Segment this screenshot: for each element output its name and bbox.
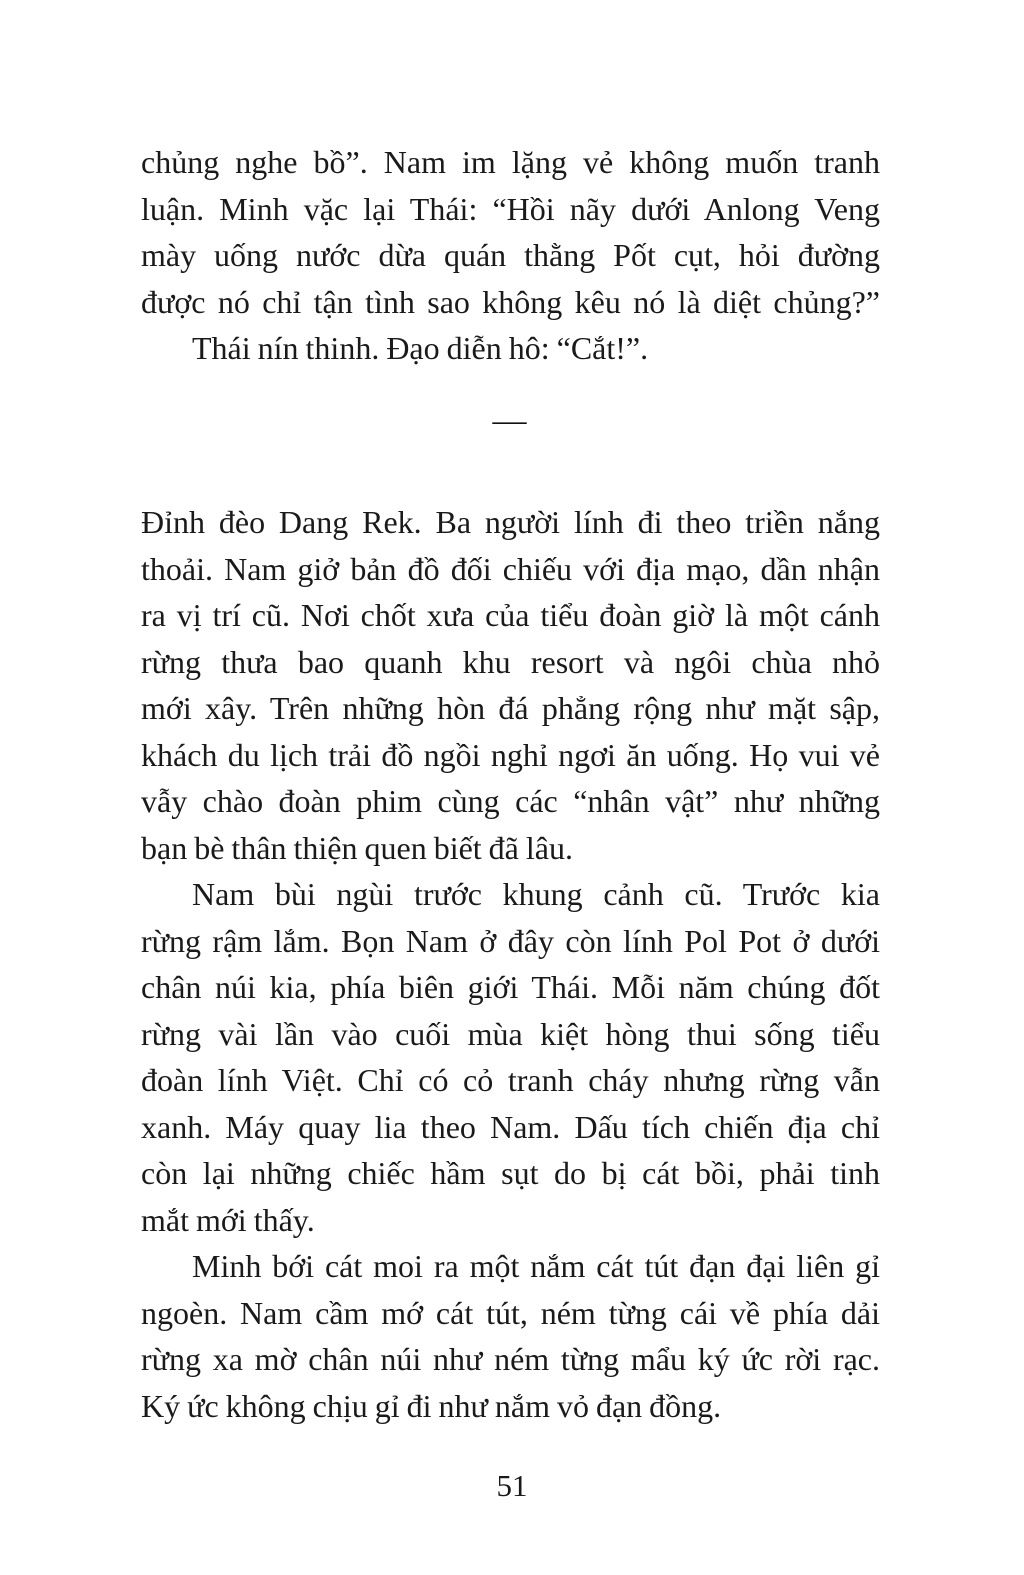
text-line: vẫy chào đoàn phim cùng các “nhân vật” như những [141,783,880,819]
text-line: còn lại những chiếc hầm sụt do bị cát bồi, phải tinh [141,1155,880,1191]
page-number: 51 [496,1468,528,1503]
text-line: rừng vài lần vào cuối mùa kiệt hòng thui sống tiểu [141,1015,880,1052]
text-line: thoải. Nam giở bản đồ đối chiếu với địa mạo, dần nhận [141,550,880,587]
text-line: Minh bới cát moi ra một nắm cát tút đạn đại liên gỉ [192,1248,880,1284]
text-line: mới xây. Trên những hòn đá phẳng rộng như mặt sập, [141,690,880,726]
text-line: Ký ức không chịu gỉ đi như nắm vỏ đạn đồng. [141,1387,722,1424]
text-line: xanh. Máy quay lia theo Nam. Dấu tích chiến địa chỉ [141,1108,880,1145]
text-line: chủng nghe bồ”. Nam im lặng vẻ không muốn tranh [141,144,880,180]
text-line: được nó chỉ tận tình sao không kêu nó là diệt chủng?” [141,283,880,320]
text-line: bạn bè thân thiện quen biết đã lâu. [141,829,573,866]
text-line: Nam bùi ngùi trước khung cảnh cũ. Trước kia [192,876,880,912]
text-line: luận. Minh vặc lại Thái: “Hồi nãy dưới Anlong Veng [141,190,880,227]
paragraph-continuation [141,139,880,325]
text-line: rừng xa mờ chân núi như ném từng mẩu ký ức rời rạc. [141,1341,880,1377]
text-line: khách du lịch trải đồ ngồi nghỉ ngơi ăn uống. Họ vui vẻ [141,736,880,773]
paragraph-body [141,1243,880,1429]
section-divider: — [492,401,529,439]
paragraph-dialogue [141,325,880,372]
text-line: ngoèn. Nam cầm mớ cát tút, ném từng cái về phía dải [141,1294,880,1331]
text-line: chân núi kia, phía biên giới Thái. Mỗi năm chúng đốt [141,969,880,1005]
text-line: ra vị trí cũ. Nơi chốt xưa của tiểu đoàn giờ là một cánh [141,597,880,633]
text-line: Đỉnh đèo Dang Rek. Ba người lính đi theo triền nắng [141,504,880,540]
text-line: Thái nín thinh. Đạo diễn hô: “Cắt!”. [192,330,649,366]
text-line: mắt mới thấy. [141,1201,315,1238]
text-line: đoàn lính Việt. Chỉ có cỏ tranh cháy nhưng rừng vẫn [141,1062,880,1098]
text-line: mày uống nước dừa quán thằng Pốt cụt, hỏi đường [141,237,880,273]
paragraph-body [141,871,880,1243]
paragraph-scene [141,499,880,871]
body-text [141,139,880,1429]
text-line: rừng rậm lắm. Bọn Nam ở đây còn lính Pol Pot ở dưới [141,922,880,959]
text-line: rừng thưa bao quanh khu resort và ngôi chùa nhỏ [141,643,880,680]
